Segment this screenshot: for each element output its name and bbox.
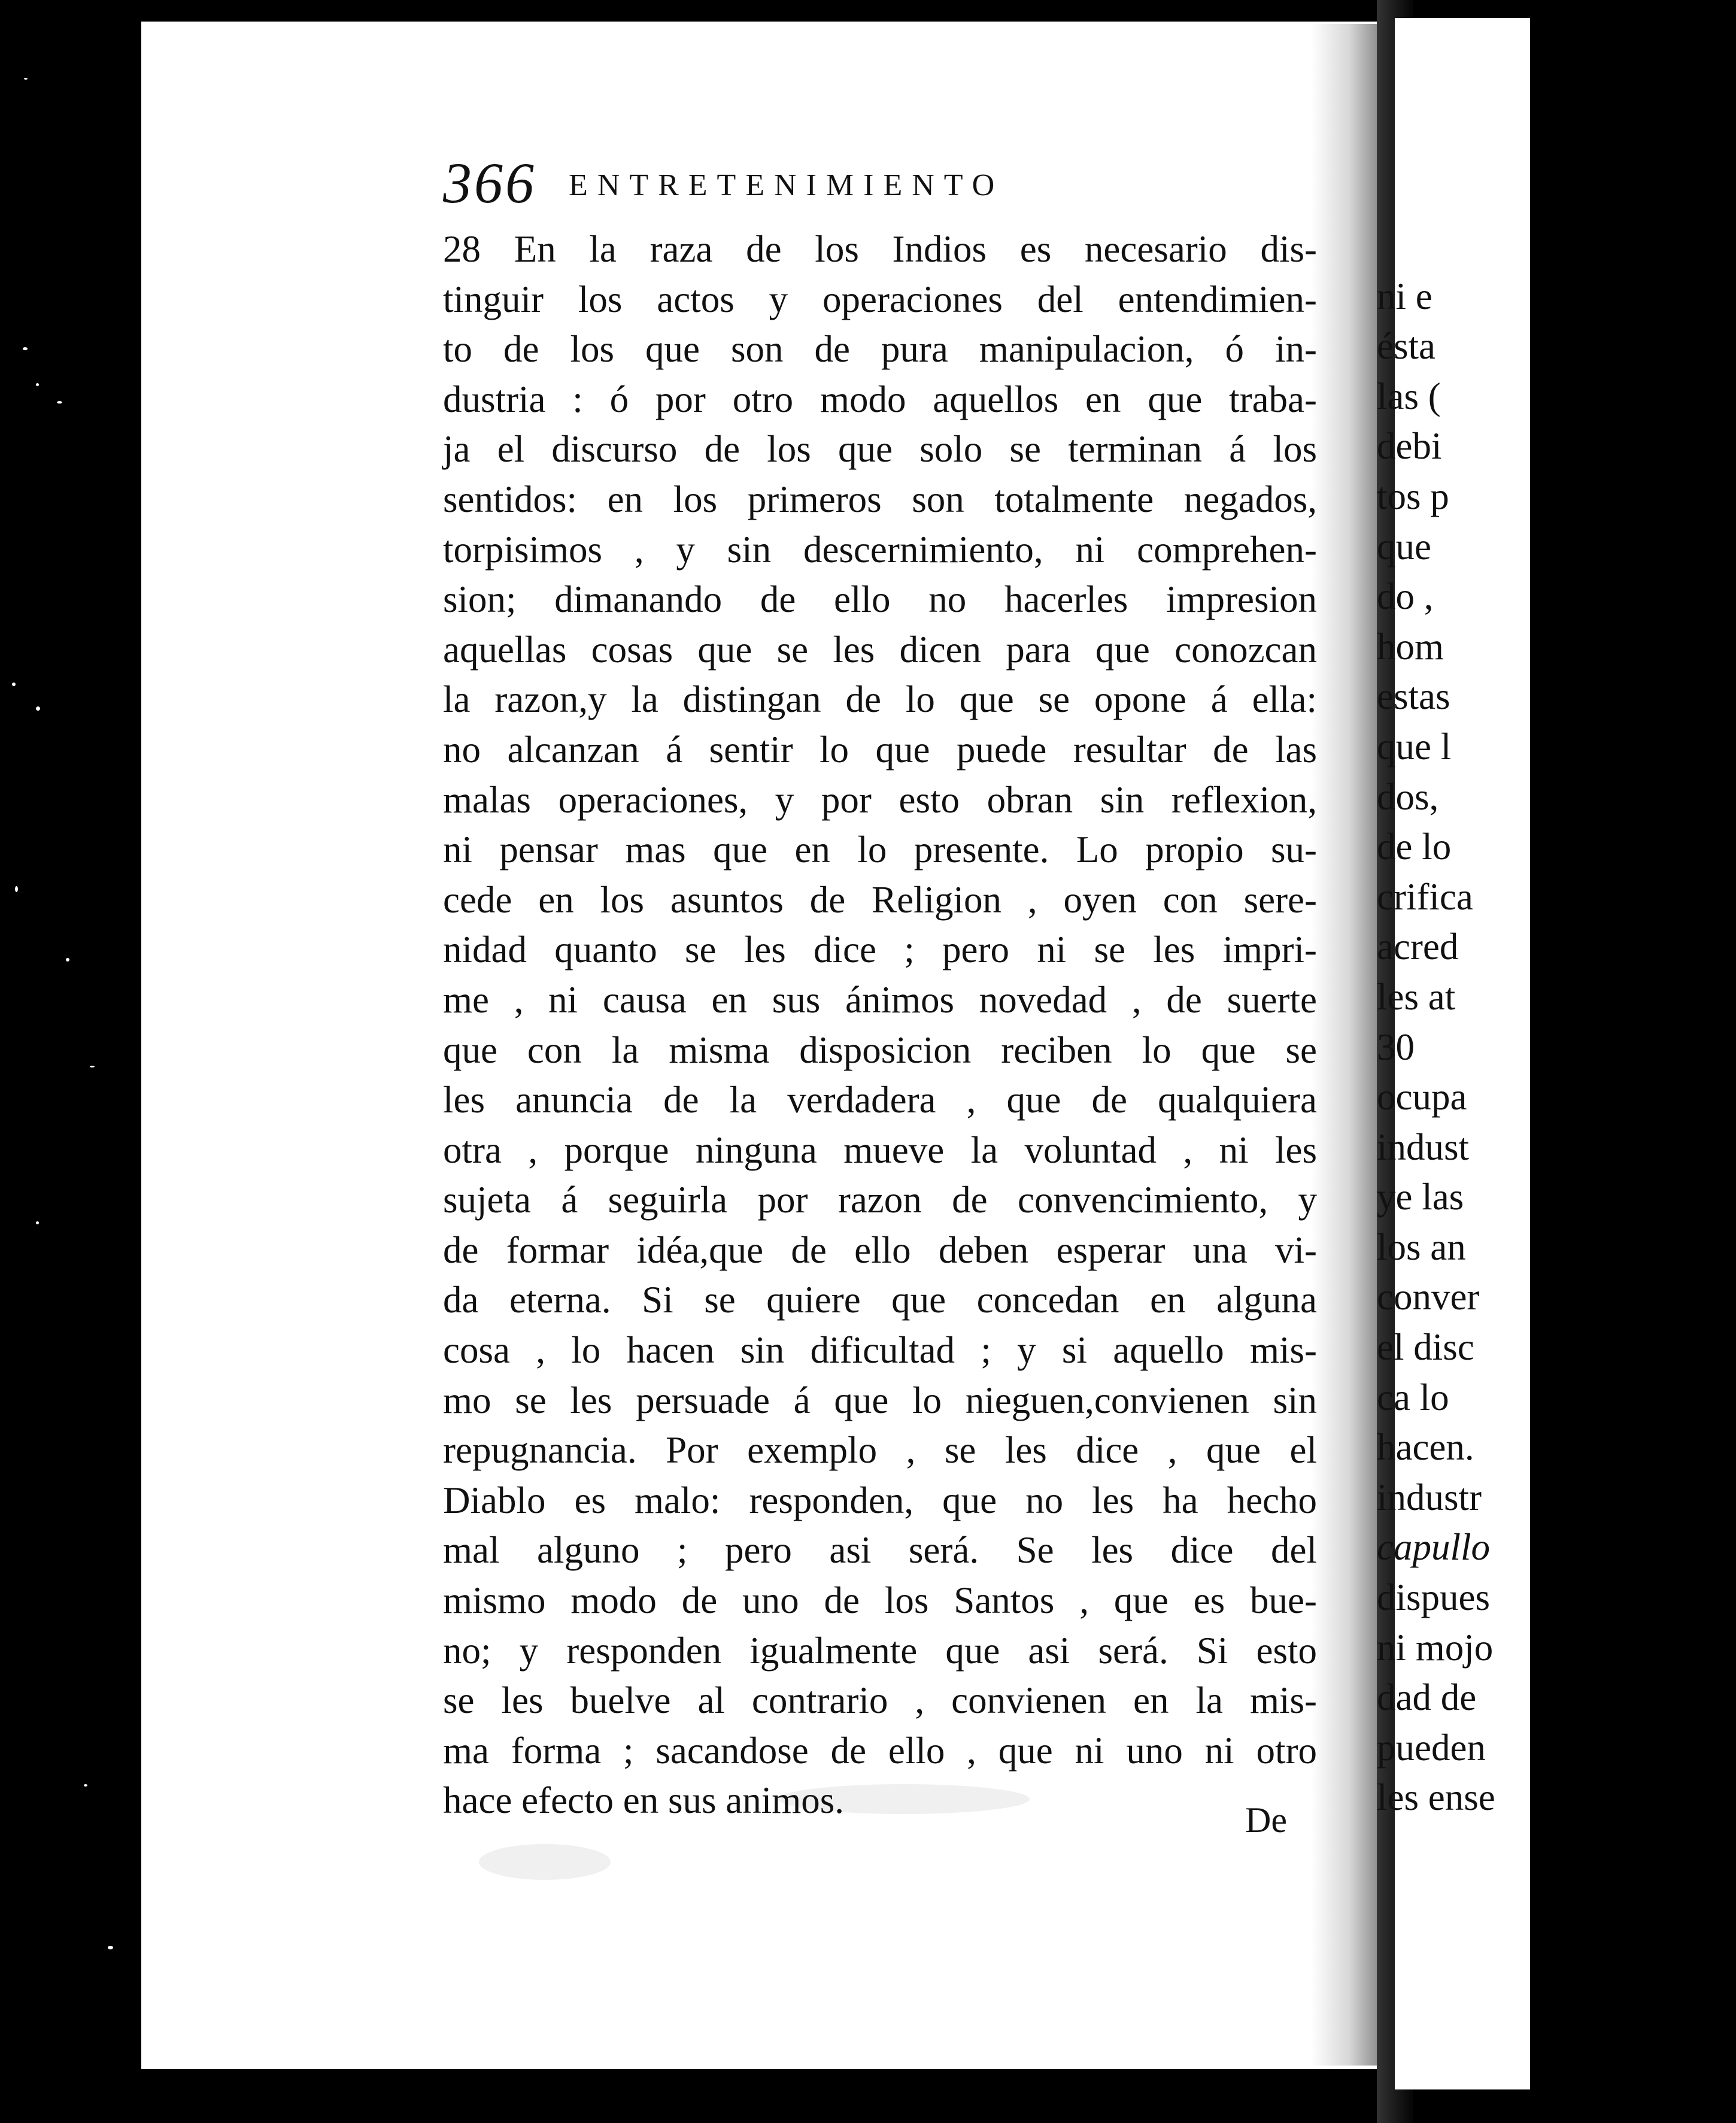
scan-speck bbox=[84, 1784, 87, 1787]
text-line: les anuncia de la verdadera , que de qualquiera bbox=[443, 1079, 1317, 1121]
right-page-line: conver bbox=[1377, 1276, 1480, 1318]
right-page-line: los an bbox=[1377, 1226, 1466, 1268]
page-number: 366 bbox=[443, 151, 536, 215]
scan-speck bbox=[66, 958, 69, 962]
text-line: no; y responden igualmente que asi será. Si esto bbox=[443, 1629, 1317, 1672]
text-line: ni pensar mas que en lo presente. Lo propio su- bbox=[443, 829, 1317, 871]
right-page-line: capullo bbox=[1377, 1526, 1490, 1569]
scan-speck bbox=[90, 1066, 95, 1067]
right-page-line: debi bbox=[1377, 425, 1442, 468]
right-page-line: que l bbox=[1377, 725, 1452, 768]
text-line: que con la misma disposicion reciben lo que se bbox=[443, 1029, 1317, 1071]
text-line: no alcanzan á sentir lo que puede resultar de las bbox=[443, 728, 1317, 771]
right-page-line: acred bbox=[1377, 926, 1459, 968]
text-line: to de los que son de pura manipulacion, ó in- bbox=[443, 328, 1317, 371]
right-page-line: les ense bbox=[1377, 1776, 1495, 1819]
right-page-line: do , bbox=[1377, 575, 1434, 618]
right-page-line: crifica bbox=[1377, 875, 1473, 918]
text-line: mismo modo de uno de los Santos , que es bue- bbox=[443, 1579, 1317, 1622]
right-page-line: ésta bbox=[1377, 325, 1435, 368]
right-page-line: que bbox=[1377, 525, 1431, 568]
scan-speck bbox=[57, 401, 62, 404]
running-head: ENTRETENIMIENTO bbox=[569, 168, 1004, 202]
right-page-line: ocupa bbox=[1377, 1076, 1467, 1118]
right-page-fragment bbox=[1377, 18, 1530, 2089]
text-line: Diablo es malo: responden, que no les ha hecho bbox=[443, 1479, 1317, 1521]
text-line: cosa , lo hacen sin dificultad ; y si aquello mis- bbox=[443, 1329, 1317, 1372]
catchword: De bbox=[1245, 1800, 1287, 1840]
text-line: ja el discurso de los que solo se terminan á los bbox=[443, 428, 1317, 471]
right-page-line: 30 bbox=[1377, 1026, 1415, 1068]
right-page-line: ni e bbox=[1377, 275, 1432, 317]
right-page-line: indust bbox=[1377, 1126, 1470, 1168]
right-page-line: dad de bbox=[1377, 1676, 1477, 1719]
right-page-line bbox=[1377, 222, 1736, 272]
right-page-line: ye las bbox=[1377, 1176, 1464, 1218]
right-page-line: hacen. bbox=[1377, 1426, 1474, 1469]
text-line: la razon,y la distingan de lo que se opone á ella: bbox=[443, 678, 1317, 721]
right-page-line: el disc bbox=[1377, 1326, 1474, 1369]
text-line: sentidos: en los primeros son totalmente negados, bbox=[443, 478, 1317, 520]
text-line: dustria : ó por otro modo aquellos en que traba- bbox=[443, 378, 1317, 420]
text-line: otra , porque ninguna mueve la voluntad , ni les bbox=[443, 1129, 1317, 1171]
text-line: de formar idéa,que de ello deben esperar una vi- bbox=[443, 1229, 1317, 1271]
text-line: 28 En la raza de los Indios es necesario dis- bbox=[443, 228, 1317, 270]
right-page-line: pueden bbox=[1377, 1726, 1486, 1769]
page-header bbox=[443, 150, 1004, 216]
text-line: hace efecto en sus animos. bbox=[443, 1779, 844, 1822]
text-line: torpisimos , y sin descernimiento, ni comprehen- bbox=[443, 528, 1317, 571]
text-line: se les buelve al contrario , convienen en la mis- bbox=[443, 1679, 1317, 1722]
scan-speck bbox=[108, 1946, 113, 1949]
right-page-line: ni mojo bbox=[1377, 1626, 1494, 1669]
right-page-line: dos, bbox=[1377, 775, 1439, 818]
scan-speck bbox=[36, 383, 39, 386]
text-line: malas operaciones, y por esto obran sin reflexion, bbox=[443, 778, 1317, 821]
scan-speck bbox=[36, 1221, 39, 1224]
text-line: sion; dimanando de ello no hacerles impresion bbox=[443, 578, 1317, 621]
text-line: mal alguno ; pero asi será. Se les dice del bbox=[443, 1529, 1317, 1572]
text-line: nidad quanto se les dice ; pero ni se les impri- bbox=[443, 929, 1317, 971]
body-text bbox=[443, 225, 1317, 1826]
right-page-line: les at bbox=[1377, 975, 1456, 1018]
text-line: cede en los asuntos de Religion , oyen con sere- bbox=[443, 878, 1317, 921]
right-page-line: estas bbox=[1377, 675, 1450, 718]
right-page-line: tos p bbox=[1377, 475, 1449, 517]
scan-speck bbox=[15, 886, 18, 892]
text-line: sujeta á seguirla por razon de convencimiento, y bbox=[443, 1179, 1317, 1221]
text-line: tinguir los actos y operaciones del entendimien- bbox=[443, 278, 1317, 320]
right-page-line: ca lo bbox=[1377, 1376, 1449, 1418]
text-line: aquellas cosas que se les dicen para que conozcan bbox=[443, 628, 1317, 671]
right-page-line: dispues bbox=[1377, 1576, 1490, 1619]
scan-speck bbox=[23, 347, 28, 350]
text-line: mo se les persuade á que lo nieguen,convienen sin bbox=[443, 1379, 1317, 1421]
right-page-line: las ( bbox=[1377, 375, 1441, 417]
text-line: ma forma ; sacandose de ello , que ni uno ni otro bbox=[443, 1729, 1317, 1772]
scan-speck bbox=[36, 706, 40, 711]
text-line: repugnancia. Por exemplo , se les dice , que el bbox=[443, 1429, 1317, 1472]
scan-speck bbox=[12, 683, 16, 686]
text-line: da eterna. Si se quiere que concedan en alguna bbox=[443, 1279, 1317, 1321]
right-page-line: industr bbox=[1377, 1476, 1482, 1518]
text-line: me , ni causa en sus ánimos novedad , de suerte bbox=[443, 978, 1317, 1021]
paper-stain bbox=[479, 1844, 611, 1880]
right-page-line: hom bbox=[1377, 625, 1444, 668]
right-page-line: de lo bbox=[1377, 826, 1452, 868]
scan-speck bbox=[24, 78, 28, 80]
